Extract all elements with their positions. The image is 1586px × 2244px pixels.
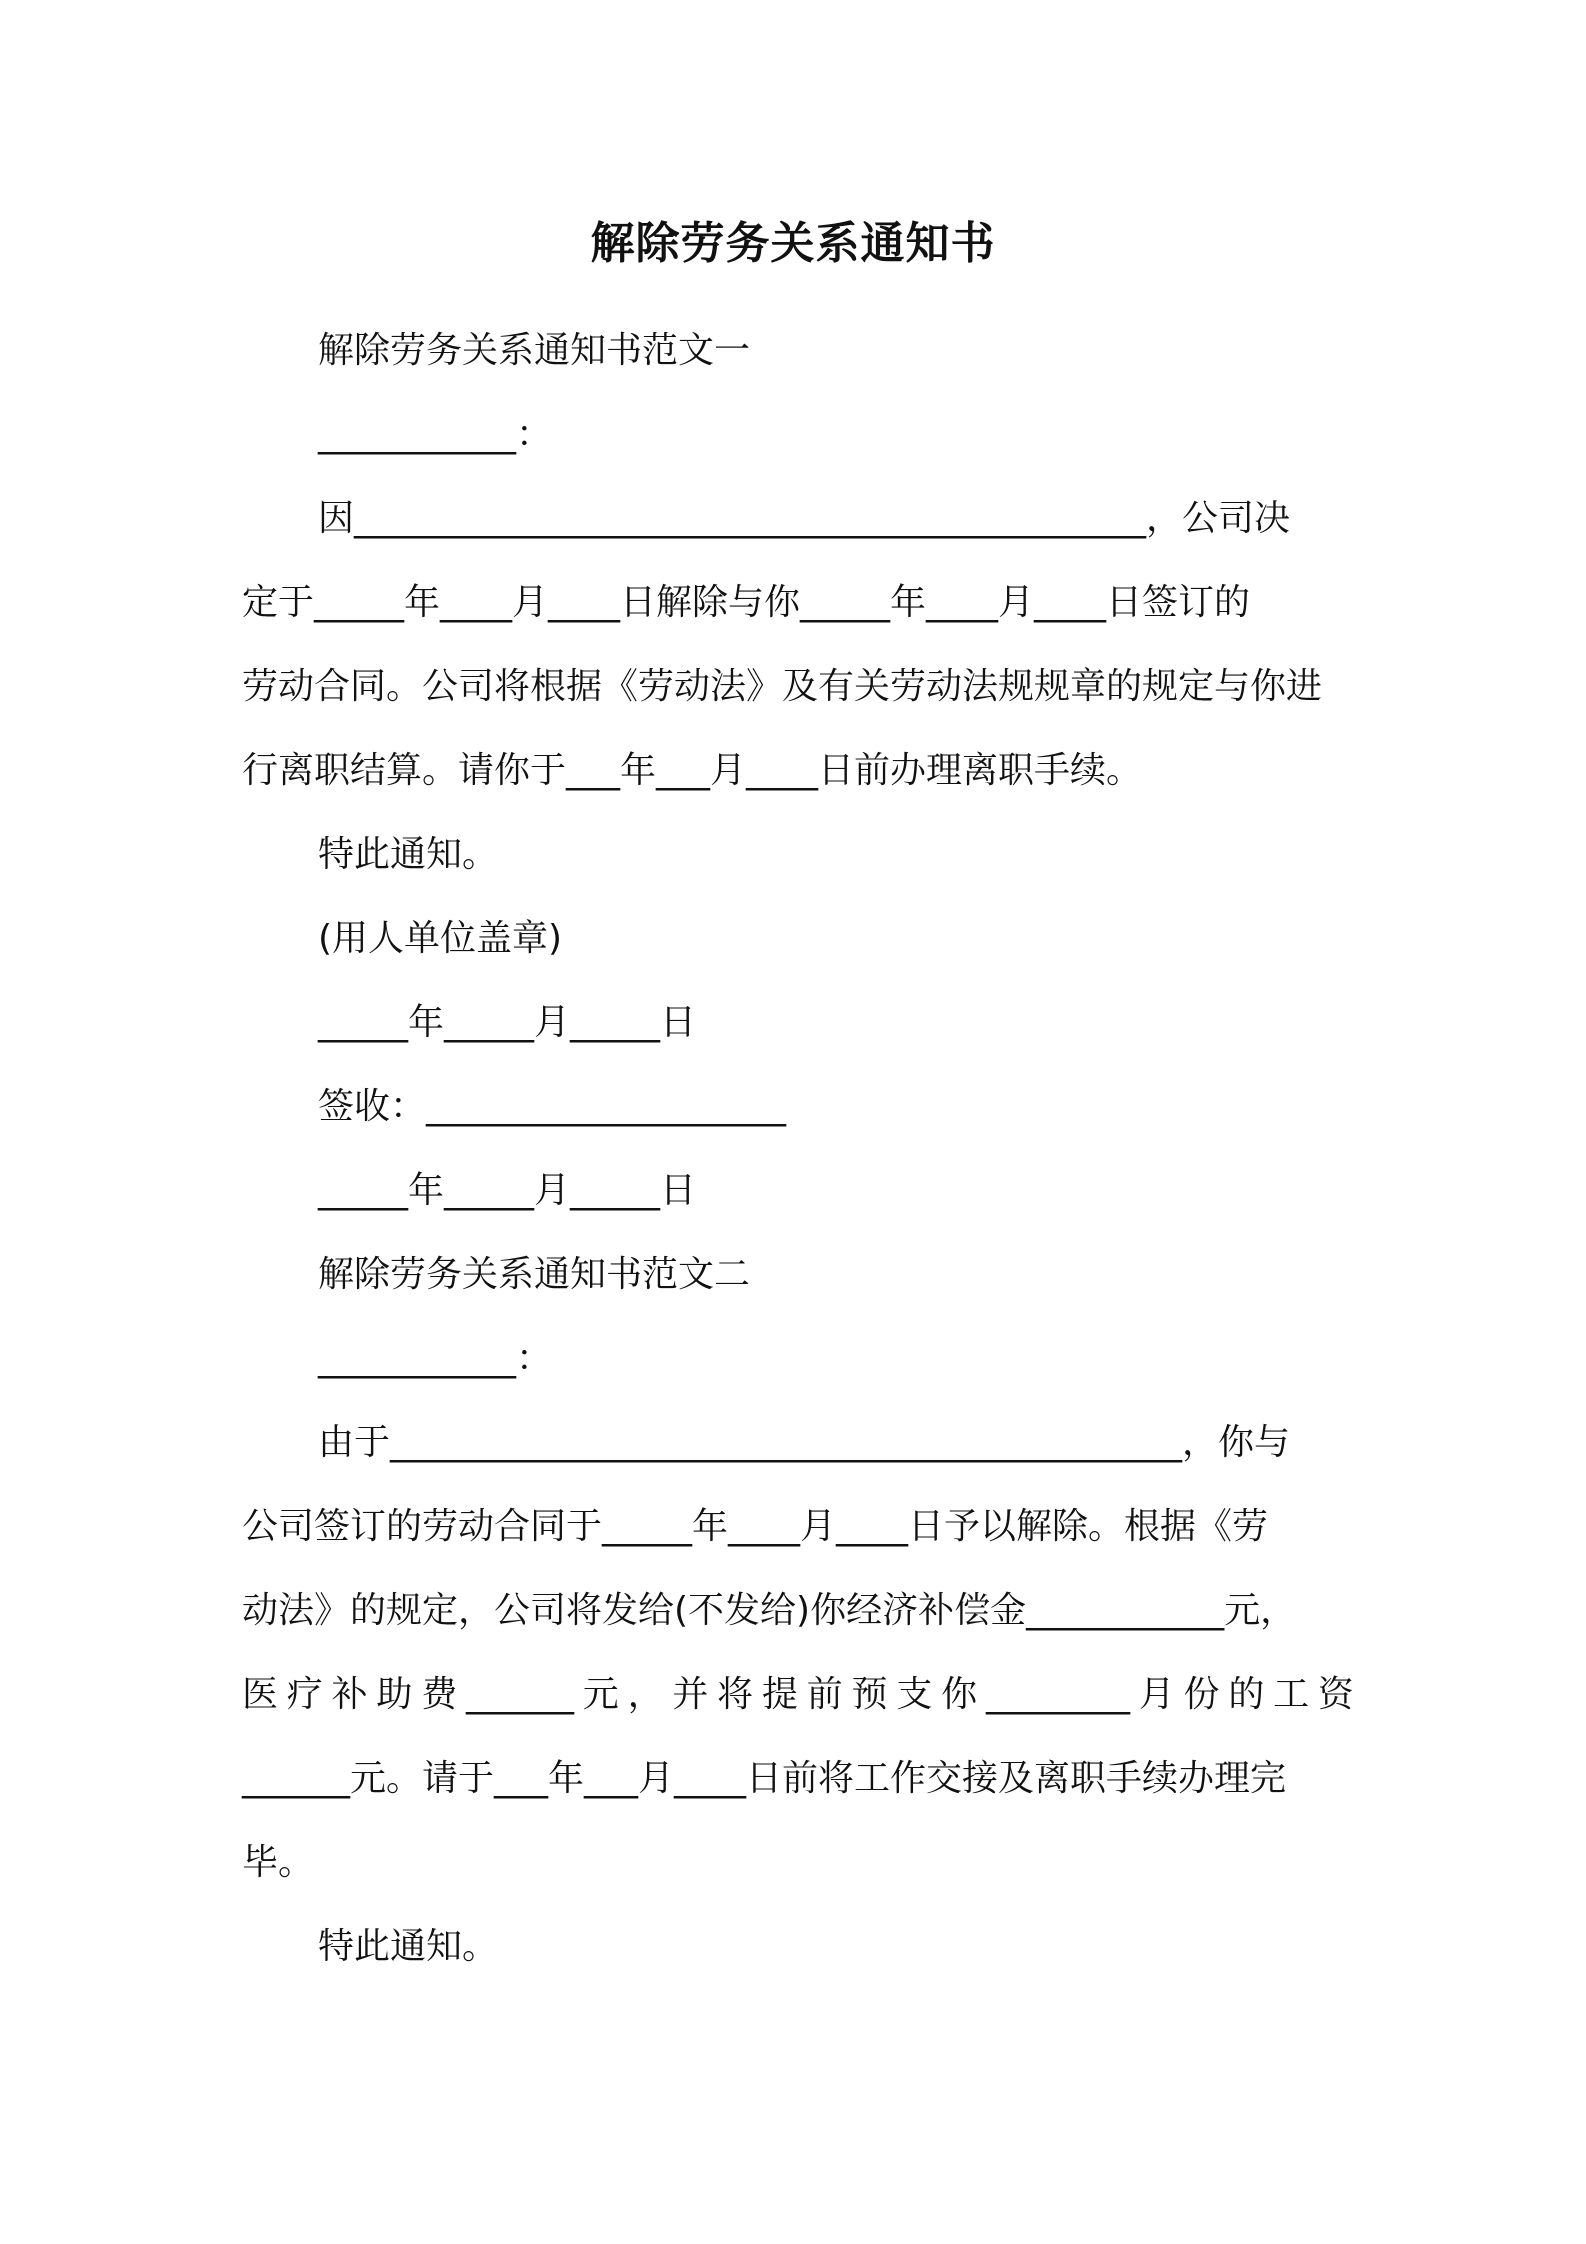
text-segment: 补 <box>331 1674 368 1715</box>
sample1-paragraph-line-2: 定于_____年____月____日解除与你_____年____月____日签订的 <box>242 582 1251 623</box>
sample1-date-line: _____年_____月_____日 <box>318 1002 696 1043</box>
text-segment: 元 <box>582 1674 619 1715</box>
text-segment: 月 <box>1138 1674 1175 1715</box>
text-segment: 费 <box>421 1674 458 1715</box>
sample1-stamp-label: (用人单位盖章) <box>318 918 563 959</box>
text-segment: 预 <box>851 1674 888 1715</box>
text-segment: 前 <box>806 1674 843 1715</box>
text-segment: ， <box>627 1674 664 1715</box>
text-segment: 助 <box>376 1674 413 1715</box>
blank-segment: ________ <box>985 1674 1130 1715</box>
sample1-heading: 解除劳务关系通知书范文一 <box>318 330 751 371</box>
text-segment: 提 <box>761 1674 798 1715</box>
text-segment: 资 <box>1317 1674 1354 1715</box>
text-segment: 你 <box>941 1674 978 1715</box>
sample1-notice: 特此通知。 <box>318 834 499 875</box>
sample1-paragraph-line-4: 行离职结算。请你于___年___月____日前办理离职手续。 <box>242 750 1143 791</box>
sample2-notice: 特此通知。 <box>318 1926 499 1967</box>
sample1-receipt-line: 签收：____________________ <box>318 1086 787 1127</box>
sample2-paragraph-line-4 <box>242 1670 1354 1720</box>
text-segment: 并 <box>672 1674 709 1715</box>
text-segment: 支 <box>896 1674 933 1715</box>
sample1-paragraph-line-3: 劳动合同。公司将根据《劳动法》及有关劳动法规规章的规定与你进 <box>242 666 1323 707</box>
blank-segment: ______ <box>465 1674 574 1715</box>
sample2-paragraph-line-3: 动法》的规定，公司将发给(不发给)你经济补偿金___________元， <box>242 1590 1297 1631</box>
sample2-heading: 解除劳务关系通知书范文二 <box>318 1254 751 1295</box>
sample2-paragraph-line-1: 由于____________________________________________，你与 <box>318 1422 1291 1463</box>
sample2-salutation: ___________： <box>318 1338 553 1379</box>
text-segment: 将 <box>717 1674 754 1715</box>
text-segment: 份 <box>1183 1674 1220 1715</box>
text-segment: 医 <box>242 1674 279 1715</box>
sample2-paragraph-line-2: 公司签订的劳动合同于_____年____月____日予以解除。根据《劳 <box>242 1506 1269 1547</box>
sample2-paragraph-line-5: ______元。请于___年___月____日前将工作交接及离职手续办理完 <box>242 1758 1287 1799</box>
sample1-paragraph-line-1: 因____________________________________________，公司决 <box>318 498 1291 539</box>
text-segment: 工 <box>1273 1674 1310 1715</box>
document-title: 解除劳务关系通知书 <box>590 218 996 269</box>
text-segment: 的 <box>1228 1674 1265 1715</box>
text-segment: 疗 <box>286 1674 323 1715</box>
sample1-salutation: ___________： <box>318 414 553 455</box>
sample1-receipt-date-line: _____年_____月_____日 <box>318 1170 696 1211</box>
sample2-paragraph-line-6: 毕。 <box>242 1842 315 1883</box>
